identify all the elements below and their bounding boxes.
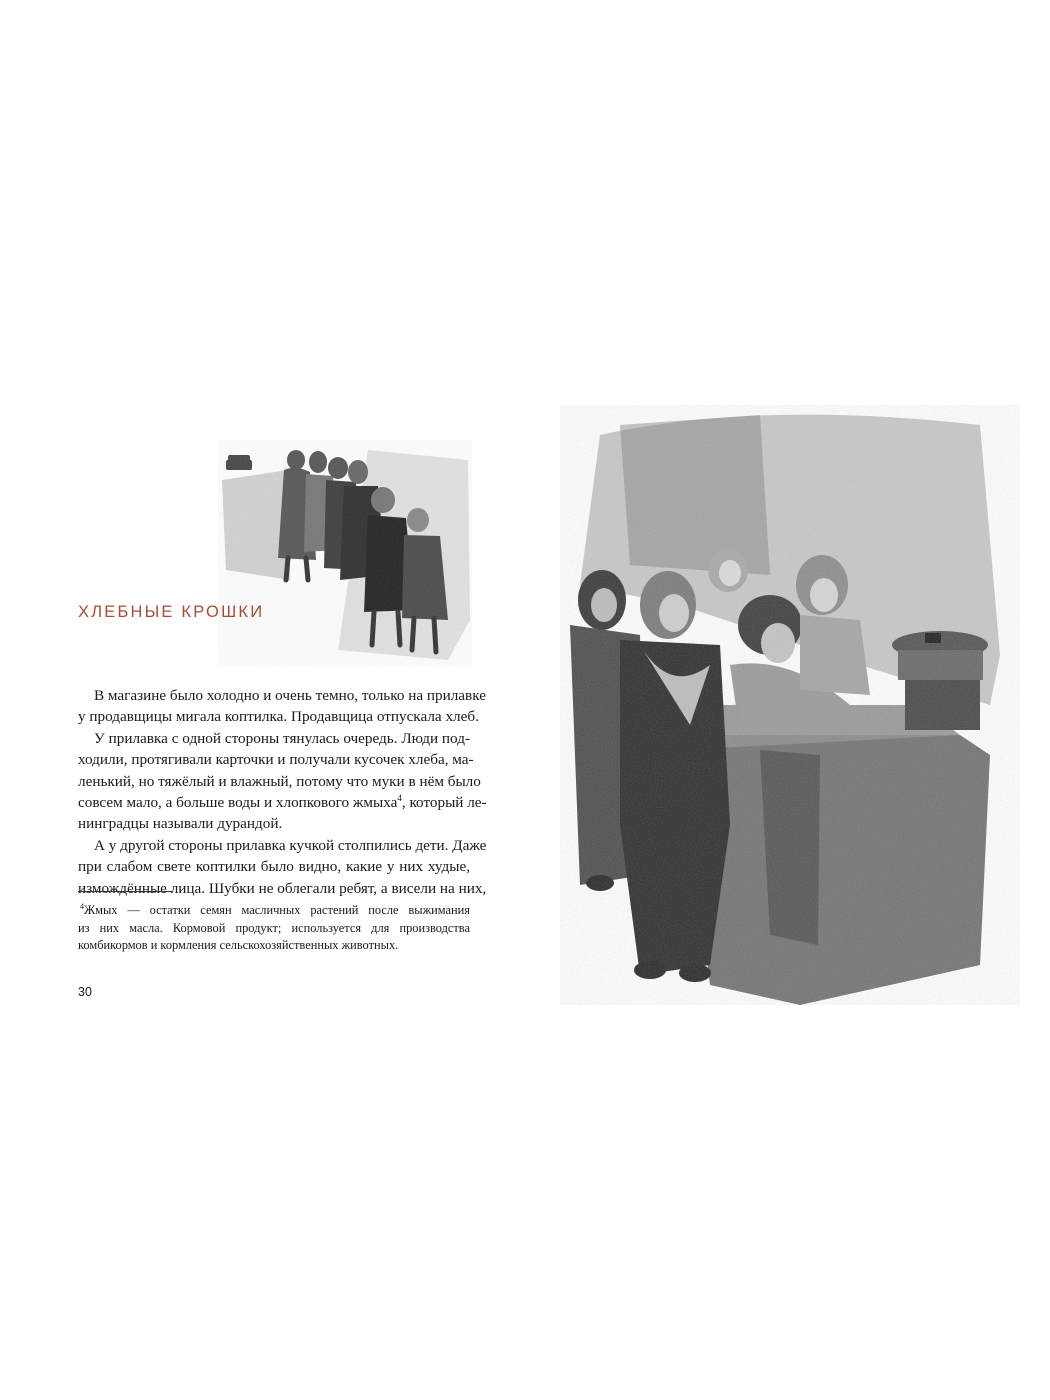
body-line: ленький, но тяжёлый и влажный, потому что муки в нём было xyxy=(78,772,481,790)
body-line: У прилавка с одной стороны тянулась очередь. Люди под- xyxy=(94,729,470,747)
chapter-title: ХЛЕБНЫЕ КРОШКИ xyxy=(78,603,265,621)
body-line: измождённые лица. Шубки не облегали ребят, а висели на них, xyxy=(78,879,487,897)
counter-illustration xyxy=(560,405,1020,1005)
body-line: А у другой стороны прилавка кучкой столпились дети. Даже xyxy=(94,836,487,854)
body-line: у продавщицы мигала коптилка. Продавщица отпускала хлеб. xyxy=(78,708,479,726)
footnote-divider xyxy=(78,891,172,892)
body-text xyxy=(78,685,487,899)
footnote-line: комбикормов и кормления сельскохозяйственных животных. xyxy=(78,938,399,953)
footnote-text: Жмых — остатки семян масличных растений после выжимания xyxy=(84,903,470,917)
body-line-part: совсем мало, а больше воды и хлопкового жмыха xyxy=(78,794,398,812)
body-line: при слабом свете коптилки было видно, какие у них худые, xyxy=(78,858,470,876)
page-number: 30 xyxy=(78,985,92,999)
queue-illustration xyxy=(218,440,472,665)
footnote-reference[interactable]: 4 xyxy=(397,792,402,803)
body-line-part: , который ле- xyxy=(401,794,487,812)
footnote xyxy=(78,902,470,955)
body-line-with-footnote xyxy=(78,792,487,813)
body-line: В магазине было холодно и очень темно, только на прилавке xyxy=(94,687,486,704)
footnote-marker: 4 xyxy=(80,901,84,911)
body-line: нинградцы называли дурандой. xyxy=(78,815,283,833)
body-line: ходили, протягивали карточки и получали кусочек хлеба, ма- xyxy=(78,751,474,769)
footnote-line: из них масла. Кормовой продукт; используется для производства xyxy=(78,920,470,935)
footnote-line xyxy=(78,902,470,920)
